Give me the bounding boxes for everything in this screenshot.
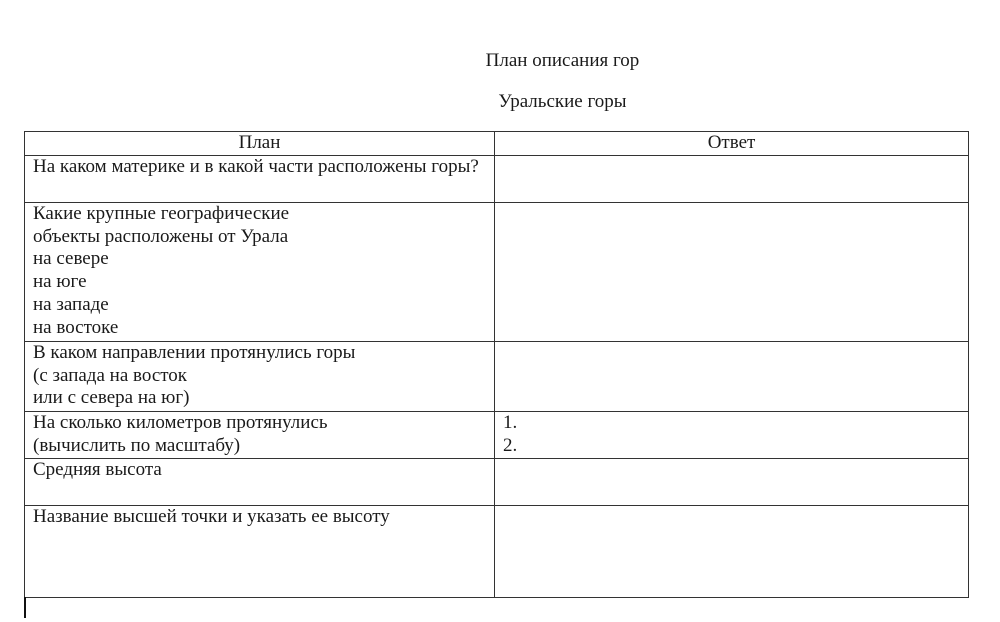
answer-cell[interactable] [495, 458, 969, 505]
table-row [25, 458, 969, 505]
table-row [25, 202, 969, 341]
answer-cell[interactable] [495, 155, 969, 202]
text-cursor [24, 597, 26, 618]
table-header-row [25, 132, 969, 156]
document-subtitle: Уральские горы [498, 91, 627, 112]
answer-cell[interactable] [495, 505, 969, 597]
question-cell: Средняя высота [25, 458, 495, 505]
table-row [25, 341, 969, 411]
answer-cell[interactable] [495, 341, 969, 411]
header-answer: Ответ [495, 132, 969, 156]
document-title: План описания гор [485, 50, 640, 71]
plan-table [24, 131, 969, 598]
table-row [25, 505, 969, 597]
question-cell: В каком направлении протянулись горы (с запада на восток или с севера на юг) [25, 341, 495, 411]
question-cell: На сколько километров протянулись (вычислить по масштабу) [25, 411, 495, 458]
answer-cell[interactable] [495, 202, 969, 341]
question-cell: На каком материке и в какой части расположены горы? [25, 155, 495, 202]
table-row [25, 155, 969, 202]
table-row [25, 411, 969, 458]
question-cell: Какие крупные географические объекты расположены от Урала на севере на юге на западе на востоке [25, 202, 495, 341]
header-plan: План [25, 132, 495, 156]
question-cell: Название высшей точки и указать ее высоту [25, 505, 495, 597]
answer-cell[interactable]: 1. 2. [495, 411, 969, 458]
